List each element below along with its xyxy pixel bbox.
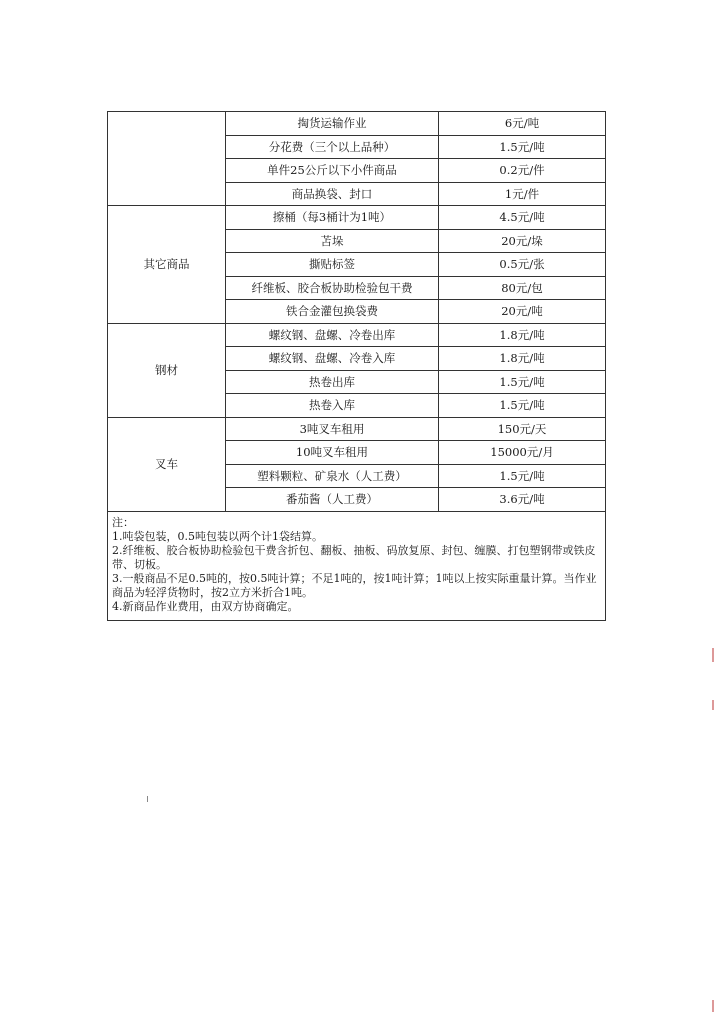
note-line: 1.吨袋包装，0.5吨包装以两个计1袋结算。	[112, 529, 323, 543]
note-line: 2.纤维板、胶合板协助检验包干费含折包、翻板、抽板、码放复原、封包、缠膜、打包塑钢带或铁皮带、切板。	[112, 543, 596, 571]
category-cell-forklift: 叉车	[108, 417, 226, 511]
item-cell: 塑料颗粒、矿泉水（人工费）	[226, 464, 439, 488]
scan-edge-mark	[712, 700, 714, 710]
price-cell: 0.5元/张	[439, 253, 606, 277]
price-cell: 1.8元/吨	[439, 347, 606, 371]
price-cell: 1.5元/吨	[439, 464, 606, 488]
price-cell: 1.5元/吨	[439, 370, 606, 394]
item-cell: 铁合金灌包换袋费	[226, 300, 439, 324]
item-cell: 螺纹钢、盘螺、冷卷入库	[226, 347, 439, 371]
price-cell: 20元/垛	[439, 229, 606, 253]
table-row	[108, 323, 606, 347]
item-cell: 纤维板、胶合板协助检验包干费	[226, 276, 439, 300]
table-row	[108, 417, 606, 441]
category-cell-other: 其它商品	[108, 206, 226, 324]
note-line: 4.新商品作业费用，由双方协商确定。	[112, 599, 299, 613]
notes-cell	[108, 511, 606, 620]
item-cell: 掏货运输作业	[226, 112, 439, 136]
category-cell-blank	[108, 112, 226, 206]
scan-edge-mark	[712, 1000, 714, 1012]
item-cell: 商品换袋、封口	[226, 182, 439, 206]
notes-title: 注：	[112, 515, 134, 529]
price-cell: 0.2元/件	[439, 159, 606, 183]
price-cell: 4.5元/吨	[439, 206, 606, 230]
table-row	[108, 112, 606, 136]
note-line: 3.一般商品不足0.5吨的，按0.5吨计算；不足1吨的，按1吨计算；1吨以上按实际重量计算。当作业商品为轻浮货物时，按2立方米折合1吨。	[112, 571, 597, 599]
item-cell: 番茄酱（人工费）	[226, 488, 439, 512]
item-cell: 苫垛	[226, 229, 439, 253]
scan-speck	[147, 796, 148, 802]
price-cell: 6元/吨	[439, 112, 606, 136]
price-cell: 150元/天	[439, 417, 606, 441]
item-cell: 擦桶（每3桶计为1吨）	[226, 206, 439, 230]
item-cell: 热卷出库	[226, 370, 439, 394]
item-cell: 撕贴标签	[226, 253, 439, 277]
item-cell: 分花费（三个以上品种）	[226, 135, 439, 159]
price-cell: 1元/件	[439, 182, 606, 206]
item-cell: 螺纹钢、盘螺、冷卷出库	[226, 323, 439, 347]
scan-edge-mark	[712, 648, 714, 662]
fee-table	[107, 111, 606, 621]
table-row	[108, 206, 606, 230]
item-cell: 10吨叉车租用	[226, 441, 439, 465]
item-cell: 热卷入库	[226, 394, 439, 418]
price-cell: 3.6元/吨	[439, 488, 606, 512]
price-cell: 1.5元/吨	[439, 394, 606, 418]
category-cell-steel: 钢材	[108, 323, 226, 417]
price-cell: 1.8元/吨	[439, 323, 606, 347]
item-cell: 3吨叉车租用	[226, 417, 439, 441]
item-cell: 单件25公斤以下小件商品	[226, 159, 439, 183]
price-cell: 80元/包	[439, 276, 606, 300]
price-cell: 1.5元/吨	[439, 135, 606, 159]
notes-row	[108, 511, 606, 620]
price-cell: 20元/吨	[439, 300, 606, 324]
price-cell: 15000元/月	[439, 441, 606, 465]
